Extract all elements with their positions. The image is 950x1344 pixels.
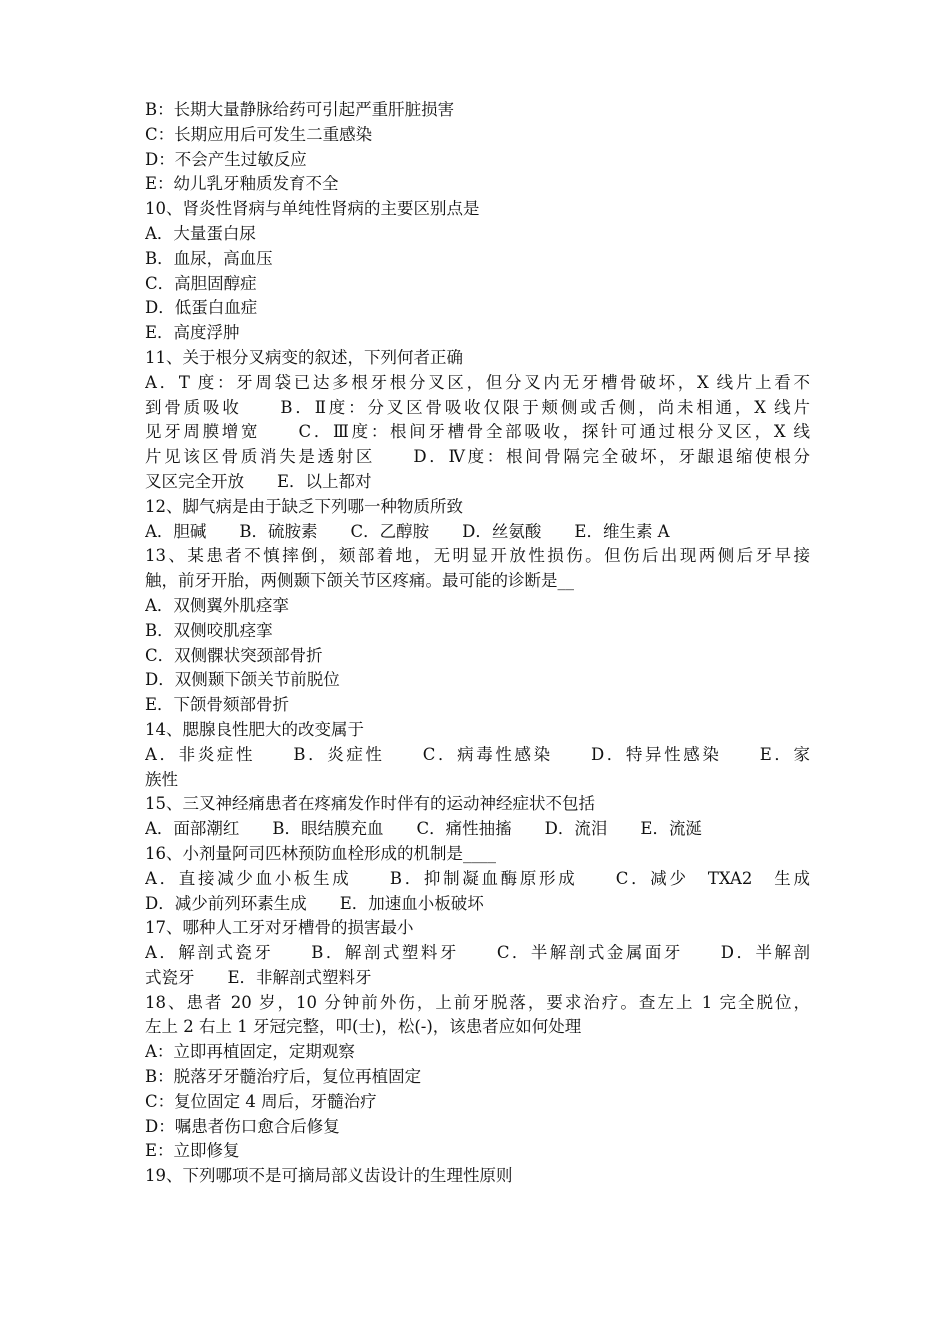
question-13-cont: 触，前牙开胎，两侧颞下颌关节区疼痛。最可能的诊断是__	[145, 571, 574, 591]
question-12: 12、脚气病是由于缺乏下列哪一种物质所致	[145, 496, 463, 516]
option-line: A．胆碱 B．硫胺素 C．乙醇胺 D．丝氨酸 E．维生素 A	[145, 521, 670, 541]
option-line: B．双侧咬肌痉挛	[145, 620, 273, 640]
question-18: 18、患者 20 岁，10 分钟前外伤，上前牙脱落，要求治疗。查左上 1 完全脱位，	[145, 992, 810, 1012]
option-line: 式瓷牙 E．非解剖式塑料牙	[145, 967, 372, 987]
text-line: B：长期大量静脉给药可引起严重肝脏损害	[145, 100, 455, 119]
question-19: 19、下列哪项不是可摘局部义齿设计的生理性原则	[145, 1166, 513, 1186]
question-15: 15、三叉神经痛患者在疼痛发作时伴有的运动神经症状不包括	[145, 794, 595, 814]
document-body	[145, 98, 810, 1189]
option-line: B：脱落牙牙髓治疗后，复位再植固定	[145, 1067, 422, 1087]
text-line: C：长期应用后可发生二重感染	[145, 124, 373, 144]
option-line: A：立即再植固定，定期观察	[145, 1042, 355, 1062]
text-line: E：幼儿乳牙釉质发育不全	[145, 174, 339, 194]
option-line: C．高胆固醇症	[145, 273, 257, 293]
option-line: E：立即修复	[145, 1141, 240, 1161]
option-line: D．双侧颞下颌关节前脱位	[145, 670, 340, 690]
option-line: 片见该区骨质消失是透射区 D．Ⅳ度：根间骨隔完全破坏，牙龈退缩使根分	[145, 447, 810, 467]
option-line: 族性	[145, 769, 178, 789]
option-line: D：嘱患者伤口愈合后修复	[145, 1116, 340, 1136]
option-line: E．下颌骨颏部骨折	[145, 695, 290, 715]
option-line: A．大量蛋白尿	[145, 223, 256, 243]
option-line: D．低蛋白血症	[145, 298, 258, 318]
question-11: 11、关于根分叉病变的叙述，下列何者正确	[145, 347, 463, 367]
option-line: 叉区完全开放 E．以上都对	[145, 471, 372, 491]
option-line: A．非炎症性 B．炎症性 C．病毒性感染 D．特异性感染 E．家	[145, 744, 810, 764]
question-10: 10、肾炎性肾病与单纯性肾病的主要区别点是	[145, 199, 480, 219]
option-line: A．直接减少血小板生成 B．抑制凝血酶原形成 C．减少 TXA2 生成	[145, 868, 810, 888]
option-line: A．双侧翼外肌痉挛	[145, 595, 289, 615]
option-line: E．高度浮肿	[145, 323, 240, 343]
text-line: D：不会产生过敏反应	[145, 149, 307, 169]
question-14: 14、腮腺良性肥大的改变属于	[145, 719, 364, 739]
option-line: 见牙周膜增宽 C．Ⅲ度：根间牙槽骨全部吸收，探针可通过根分叉区，X 线	[145, 422, 810, 442]
option-line: A．解剖式瓷牙 B．解剖式塑料牙 C．半解剖式金属面牙 D．半解剖	[145, 943, 810, 963]
question-13: 13、某患者不慎摔倒，颏部着地，无明显开放性损伤。但伤后出现两侧后牙早接	[145, 546, 810, 566]
question-16: 16、小剂量阿司匹林预防血栓形成的机制是____	[145, 843, 496, 863]
option-line: B．血尿，高血压	[145, 248, 273, 268]
option-line: D．减少前列环素生成 E．加速血小板破坏	[145, 893, 484, 913]
option-line: A．面部潮红 B．眼结膜充血 C．痛性抽搐 D．流泪 E．流涎	[145, 819, 702, 839]
question-18-cont: 左上 2 右上 1 牙冠完整，叩(士)，松(-)，该患者应如何处理	[145, 1017, 582, 1037]
option-line: 到骨质吸收 B．Ⅱ度：分叉区骨吸收仅限于颊侧或舌侧，尚未相通，X 线片	[145, 397, 810, 417]
question-17: 17、哪种人工牙对牙槽骨的损害最小	[145, 918, 414, 938]
option-line: C．双侧髁状突颈部骨折	[145, 645, 323, 665]
option-line: A．T 度：牙周袋已达多根牙根分叉区，但分叉内无牙槽骨破坏，X 线片上看不	[145, 372, 810, 392]
option-line: C：复位固定 4 周后，牙髓治疗	[145, 1091, 377, 1111]
